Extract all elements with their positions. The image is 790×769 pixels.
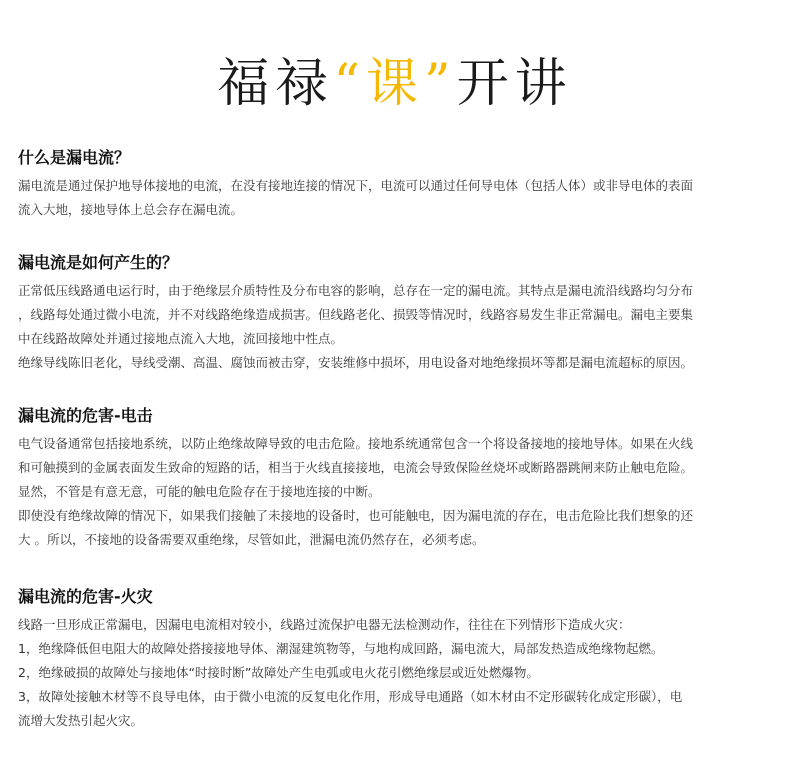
- section-how-leakage-occurs: [18, 253, 776, 375]
- paragraph-line: 显然，不管是有意无意，可能的触电危险存在于接地连接的中断。: [18, 484, 381, 499]
- paragraph-line: 3，故障处接触木材等不良导电体，由于微小电流的反复电化作用，形成导电通路（如木材由不定形碳转化成定形碳），电: [18, 689, 683, 704]
- section-hazard-electric-shock: [18, 406, 776, 552]
- paragraph-line: 即使没有绝缘故障的情况下，如果我们接触了未接地的设备时，也可能触电，因为漏电流的存在，电击危险比我们想象的还: [18, 508, 694, 523]
- paragraph-line: 漏电流是通过保护地导体接地的电流，在没有接地连接的情况下，电流可以通过任何导电体（包括人体）或非导电体的表面: [18, 178, 694, 193]
- section-heading: 漏电流的危害-电击: [18, 406, 153, 425]
- paragraph-line: 中在线路故障处并通过接地点流入大地，流回接地中性点。: [18, 331, 344, 346]
- section-heading: 漏电流的危害-火灾: [18, 587, 153, 606]
- title-quote-open: “: [333, 54, 366, 114]
- paragraph-line: 正常低压线路通电运行时，由于绝缘层介质特性及分布电容的影响，总存在一定的漏电流。其特点是漏电流沿线路均匀分布: [18, 283, 694, 298]
- paragraph-line: 线路一旦形成正常漏电，因漏电电流相对较小，线路过流保护电器无法检测动作，往往在下列情形下造成火灾：: [18, 617, 631, 632]
- section-hazard-fire: [18, 587, 776, 733]
- paragraph-line: ，线路每处通过微小电流，并不对线路绝缘造成损害。但线路老化、损毁等情况时，线路容易发生非正常漏电。漏电主要集: [18, 307, 694, 322]
- paragraph-line: 流入大地，接地导体上总会存在漏电流。: [18, 202, 244, 217]
- paragraph-line: 和可触摸到的金属表面发生致命的短路的话，相当于火线直接接地，电流会导致保险丝烧坏或断路器跳闸来防止触电危险。: [18, 460, 694, 475]
- section-heading: 漏电流是如何产生的？: [18, 253, 179, 272]
- title-quote-close: ”: [424, 54, 457, 114]
- title-prefix: 福禄: [217, 54, 334, 114]
- section-heading: 什么是漏电流？: [18, 148, 131, 167]
- title-suffix: 开讲: [456, 54, 573, 114]
- paragraph-line: 1，绝缘降低但电阻大的故障处搭接接地导体、潮湿建筑物等，与地构成回路，漏电流大，局部发热造成绝缘物起燃。: [18, 641, 664, 656]
- paragraph-line: 2，绝缘破损的故障处与接地体“时接时断”故障处产生电弧或电火花引燃绝缘层或近处燃爆物。: [18, 665, 539, 680]
- paragraph-line: 绝缘导线陈旧老化，导线受潮、高温、腐蚀而被击穿，安装维修中损坏，用电设备对地绝缘损坏等都是漏电流超标的原因。: [18, 355, 694, 370]
- title-highlight: 课: [365, 54, 424, 114]
- page-title: [0, 52, 790, 116]
- paragraph-line: 大 。所以，不接地的设备需要双重绝缘，尽管如此，泄漏电流仍然存在，必须考虑。: [18, 532, 485, 547]
- paragraph-line: 电气设备通常包括接地系统，以防止绝缘故障导致的电击危险。接地系统通常包含一个将设备接地的接地导体。如果在火线: [18, 436, 694, 451]
- section-what-is-leakage-current: [18, 148, 776, 222]
- paragraph-line: 流增大发热引起火灾。: [18, 713, 144, 728]
